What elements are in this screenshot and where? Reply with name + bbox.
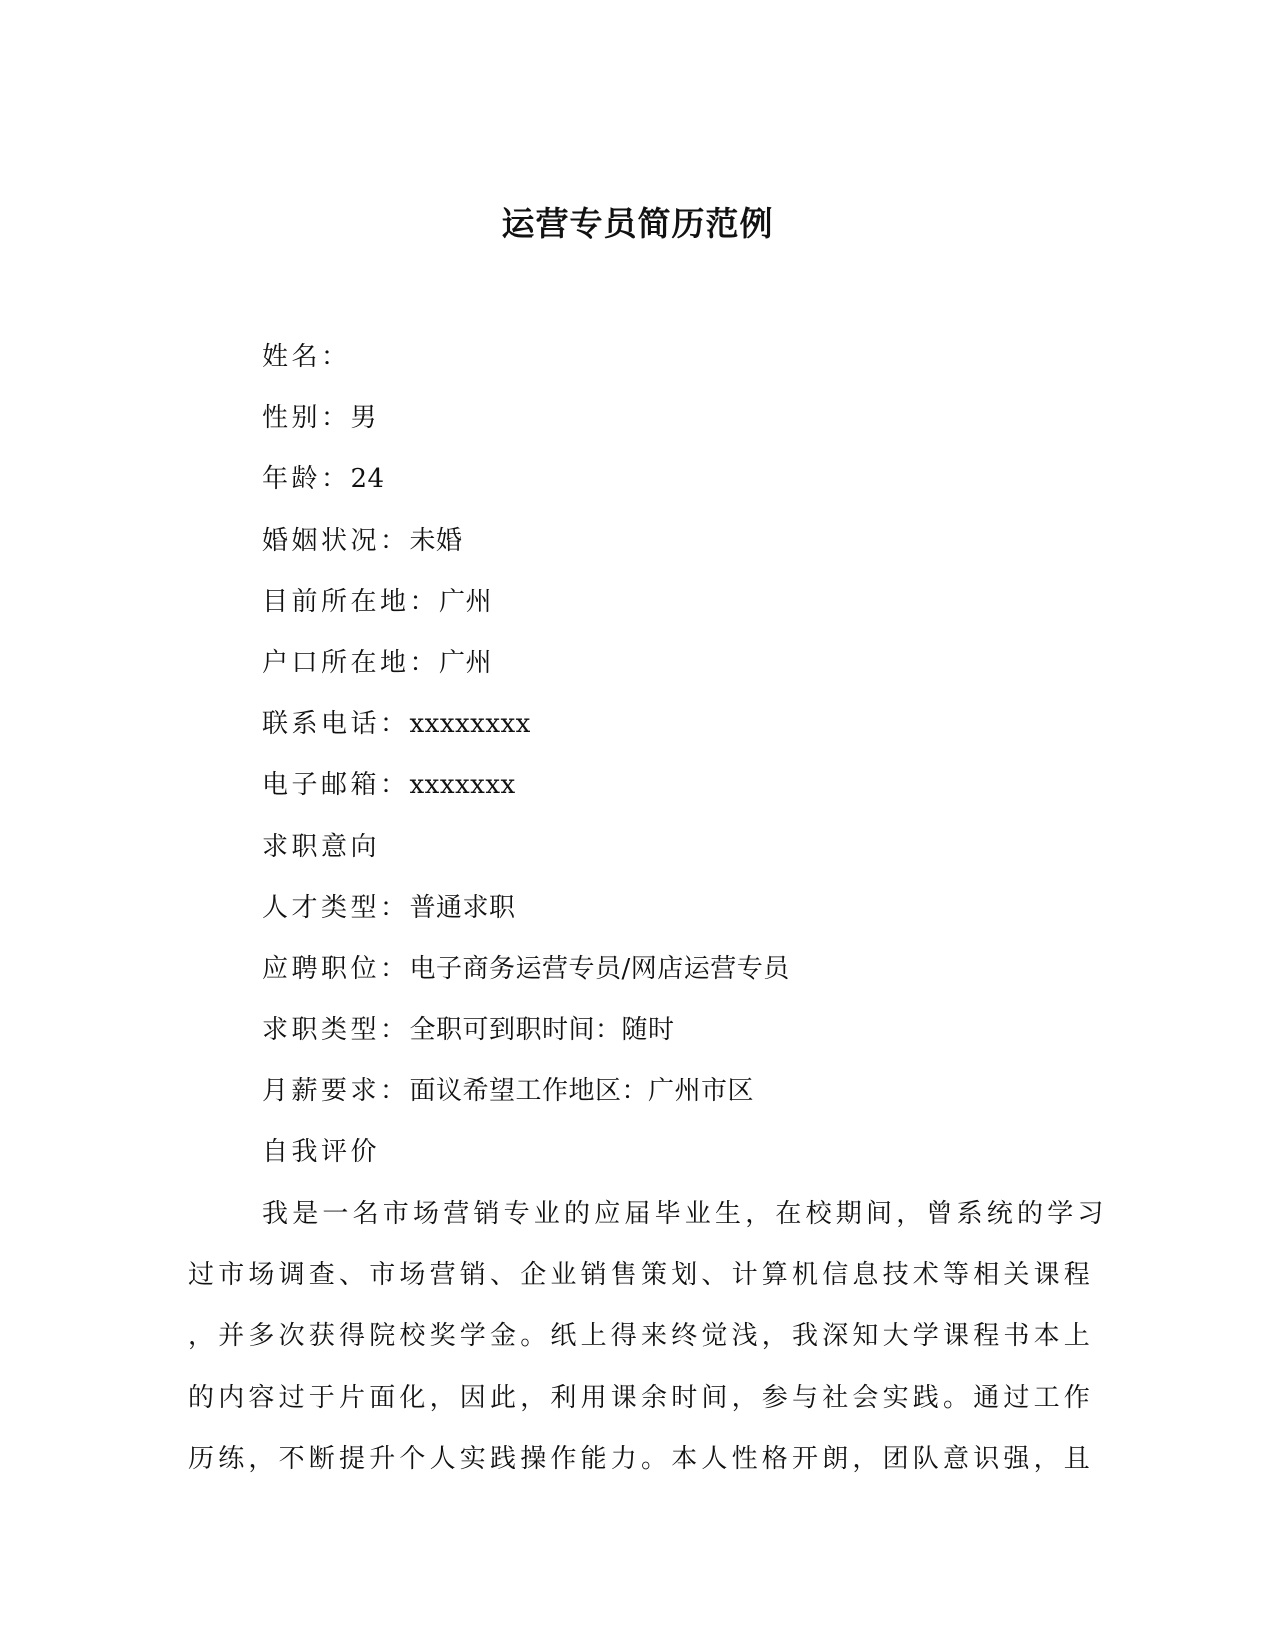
field-label: 年龄：: [262, 464, 351, 495]
field-value: 广州: [439, 647, 493, 678]
paragraph-line: 我是一名市场营销专业的应届毕业生，在校期间，曾系统的学习: [262, 1199, 1108, 1229]
field-label: 月薪要求：: [262, 1076, 410, 1107]
field-phone: [262, 694, 1122, 755]
paragraph-line: ，并多次获得院校奖学金。纸上得来终觉浅，我深知大学课程书本上: [188, 1321, 1095, 1352]
field-label: 联系电话：: [262, 709, 410, 740]
paragraph-line: 的内容过于片面化，因此，利用课余时间，参与社会实践。通过工作: [188, 1382, 1095, 1413]
field-value: 广州: [439, 586, 493, 617]
field-talent-type: [262, 878, 1122, 939]
field-label: 人才类型：: [262, 892, 410, 923]
field-household-registration: [262, 633, 1122, 694]
field-label: 婚姻状况：: [262, 525, 410, 556]
field-name: [262, 327, 1122, 388]
field-value: 全职可到职时间：随时: [409, 1015, 675, 1046]
field-value: 未婚: [409, 525, 463, 556]
section-label: 自我评价: [262, 1137, 381, 1168]
resume-fields: [262, 327, 1122, 1184]
field-value: 电子商务运营专员/网店运营专员: [409, 953, 790, 984]
field-salary-requirement: [262, 1061, 1122, 1122]
field-value: xxxxxxxx: [409, 709, 531, 740]
field-value: 面议希望工作地区：广州市区: [409, 1076, 755, 1107]
field-label: 求职类型：: [262, 1015, 410, 1046]
section-heading-self-evaluation: [262, 1122, 1122, 1183]
field-label: 姓名：: [262, 342, 351, 372]
field-value: 男: [350, 403, 378, 434]
field-job-type: [262, 1000, 1122, 1061]
field-label: 应聘职位：: [262, 953, 410, 984]
field-current-location: [262, 572, 1122, 633]
field-label: 户口所在地：: [262, 647, 440, 678]
field-email: [262, 755, 1122, 816]
field-label: 性别：: [262, 403, 351, 434]
field-label: 目前所在地：: [262, 586, 440, 617]
section-heading-job-intention: [262, 817, 1122, 878]
document-title: 运营专员简历范例: [501, 204, 774, 243]
field-applied-position: [262, 939, 1122, 1000]
field-gender: [262, 388, 1122, 449]
field-value: 24: [350, 464, 385, 495]
field-value: xxxxxxx: [409, 770, 516, 801]
self-evaluation-paragraph: [188, 1184, 1108, 1490]
paragraph-line: 历练，不断提升个人实践操作能力。本人性格开朗，团队意识强，且: [188, 1443, 1095, 1474]
field-value: 普通求职: [409, 892, 516, 923]
paragraph-line: 过市场调查、市场营销、企业销售策划、计算机信息技术等相关课程: [188, 1260, 1095, 1291]
field-marital-status: [262, 511, 1122, 572]
field-age: [262, 449, 1122, 510]
field-label: 电子邮箱：: [262, 770, 410, 801]
section-label: 求职意向: [262, 831, 381, 862]
